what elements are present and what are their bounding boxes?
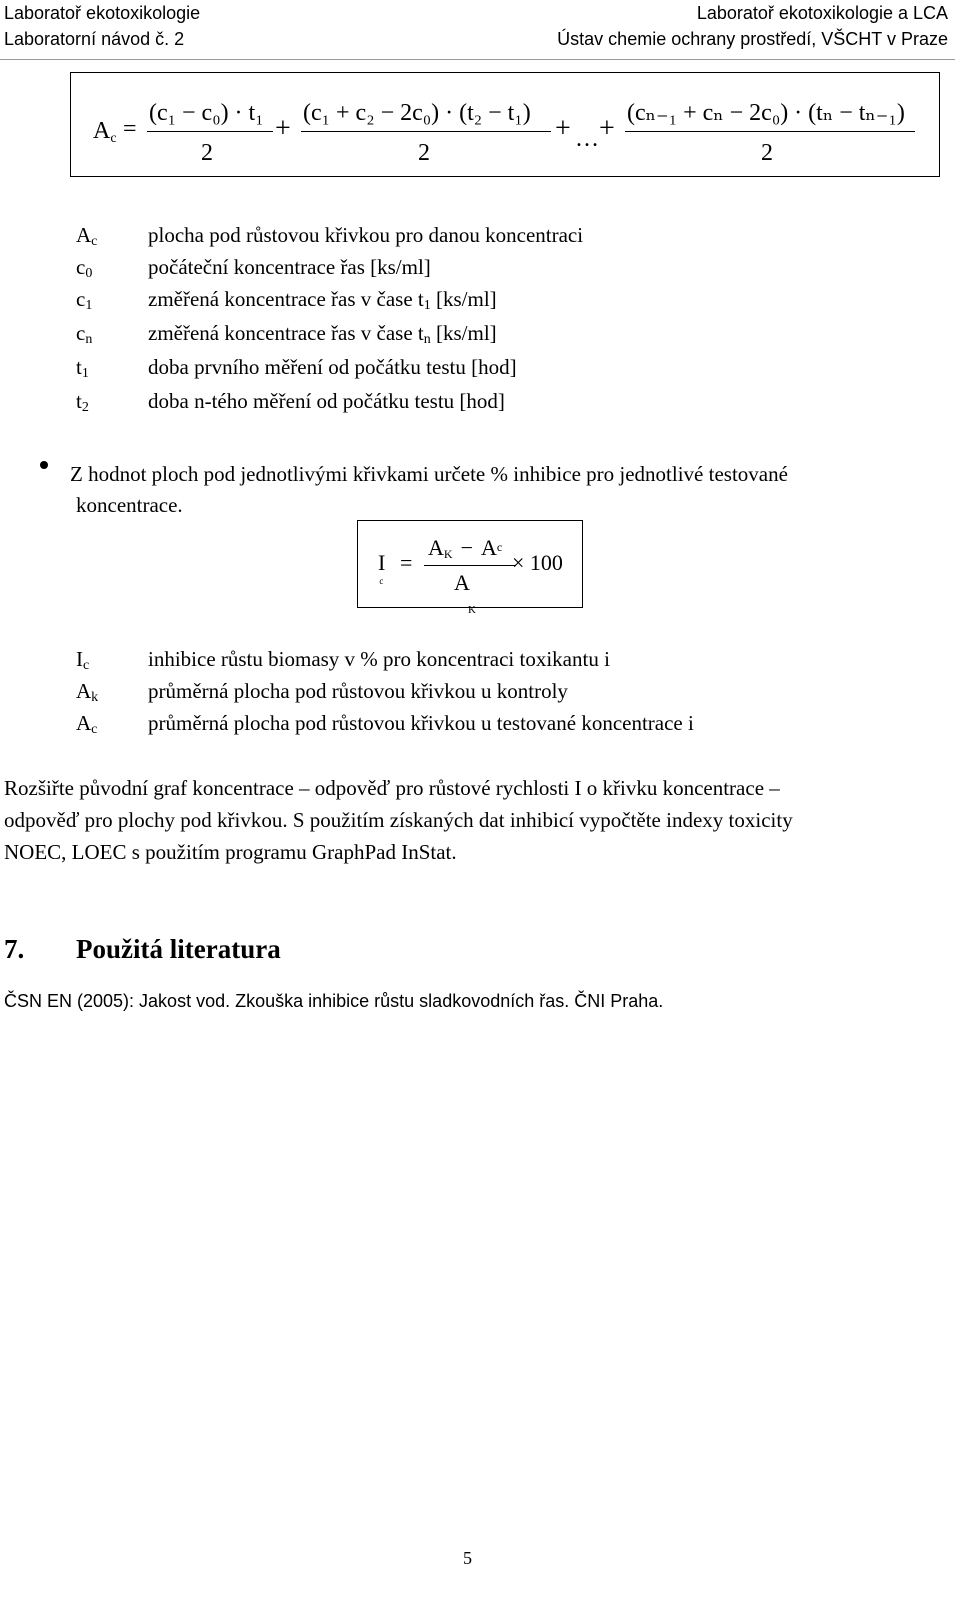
definition-symbol: $c_1$ <box>76 287 93 313</box>
formula-plus-3: + <box>599 113 615 144</box>
definition-symbol: $c_0$ <box>76 255 93 281</box>
formula-term1-denominator: 2 <box>201 140 213 166</box>
definition-symbol: $t_2$ <box>76 389 89 415</box>
definition-symbol: $t_1$ <box>76 355 89 381</box>
reference-entry: ČSN EN (2005): Jakost vod. Zkouška inhibice růstu sladkovodních řas. ČNI Praha. <box>4 991 664 1011</box>
definition-symbol: $A_k$ <box>76 679 99 705</box>
section-number: 7. <box>4 934 25 964</box>
definition-symbol: $A_c$ <box>76 223 98 249</box>
definition-text: inhibice růstu biomasy v % pro koncentraci toxikantu i <box>148 647 610 671</box>
definition-text: změřená koncentrace řas v čase $t_n$ [ks/ml] <box>148 321 497 347</box>
formula-plus-1: + <box>275 113 291 144</box>
paragraph-line: odpověď pro plochy pod křivkou. S použitím získaných dat inhibicí vypočtěte indexy toxicity <box>4 808 793 832</box>
definition-text: průměrná plocha pod růstovou křivkou u testované koncentrace i <box>148 711 694 735</box>
inhibition-numerator: AK − Ac <box>428 535 503 561</box>
header-lab-name: Laboratoř ekotoxikologie <box>4 3 201 23</box>
inhibition-denominator: A $^K$ <box>454 570 476 616</box>
header-lab-full-name: Laboratoř ekotoxikologie a LCA <box>696 3 948 23</box>
formula-plus-2: + <box>555 113 571 144</box>
formula-term2-denominator: 2 <box>418 140 430 166</box>
formula-lhs: Ac <box>93 118 117 146</box>
formula-termn-denominator: 2 <box>761 140 773 166</box>
header-institute: Ústav chemie ochrany prostředí, VŠCHT v Praze <box>557 29 948 49</box>
definition-text: počáteční koncentrace řas [ks/ml] <box>148 255 431 279</box>
inhibition-fraction-bar <box>424 565 516 566</box>
header-right <box>557 0 948 52</box>
bullet-icon <box>40 461 48 469</box>
definition-text: průměrná plocha pod růstovou křivkou u kontroly <box>148 679 568 703</box>
formula-equals: = <box>123 116 137 142</box>
bullet-text-line1: Z hodnot ploch pod jednotlivými křivkami určete % inhibice pro jednotlivé testované <box>70 462 788 486</box>
inhibition-equals: = <box>400 550 413 575</box>
inhibition-multiplier: × 100 <box>512 550 563 575</box>
section-title: Použitá literatura <box>76 934 281 964</box>
definition-text: doba prvního měření od počátku testu [hod] <box>148 355 517 379</box>
definition-text: změřená koncentrace řas v čase $t_1$ [ks/ml] <box>148 287 497 313</box>
bullet-text-line2: koncentrace. <box>76 493 183 517</box>
header-divider <box>0 59 955 60</box>
formula-term2-fraction-bar <box>301 131 551 132</box>
header-manual-number: Laboratorní návod č. 2 <box>4 29 185 49</box>
definition-symbol: $I_c$ <box>76 647 90 673</box>
section-heading <box>4 932 281 966</box>
header-left <box>4 0 200 52</box>
paragraph-line: NOEC, LOEC s použitím programu GraphPad InStat. <box>4 840 457 864</box>
definition-text: plocha pod růstovou křivkou pro danou koncentraci <box>148 223 584 247</box>
inhibition-formula-box <box>357 520 583 616</box>
instruction-paragraph <box>4 772 940 868</box>
formula-ellipsis: … <box>575 126 599 152</box>
formula-term1-numerator: (c₁ − c₀) · t₁ <box>149 100 264 126</box>
formula-termn-numerator: (cₙ₋₁ + cₙ − 2c₀) · (tₙ − tₙ₋₁) <box>627 100 905 126</box>
formula-term1-fraction-bar <box>147 131 273 132</box>
inhibition-lhs: $I_c$ <box>378 550 386 586</box>
paragraph-line: Rozšiřte původní graf koncentrace – odpověď pro růstové rychlosti I o křivku koncentrace – <box>4 776 780 800</box>
formula-termn-fraction-bar <box>625 131 915 132</box>
definition-text: doba n-tého měření od počátku testu [hod] <box>148 389 505 413</box>
formula-term2-numerator: (c₁ + c₂ − 2c₀) · (t₂ − t₁) <box>303 100 531 126</box>
area-formula-box <box>70 72 940 177</box>
page-number: 5 <box>463 1548 472 1568</box>
definition-symbol: $c_n$ <box>76 321 93 347</box>
definition-symbol: $A_c$ <box>76 711 98 737</box>
